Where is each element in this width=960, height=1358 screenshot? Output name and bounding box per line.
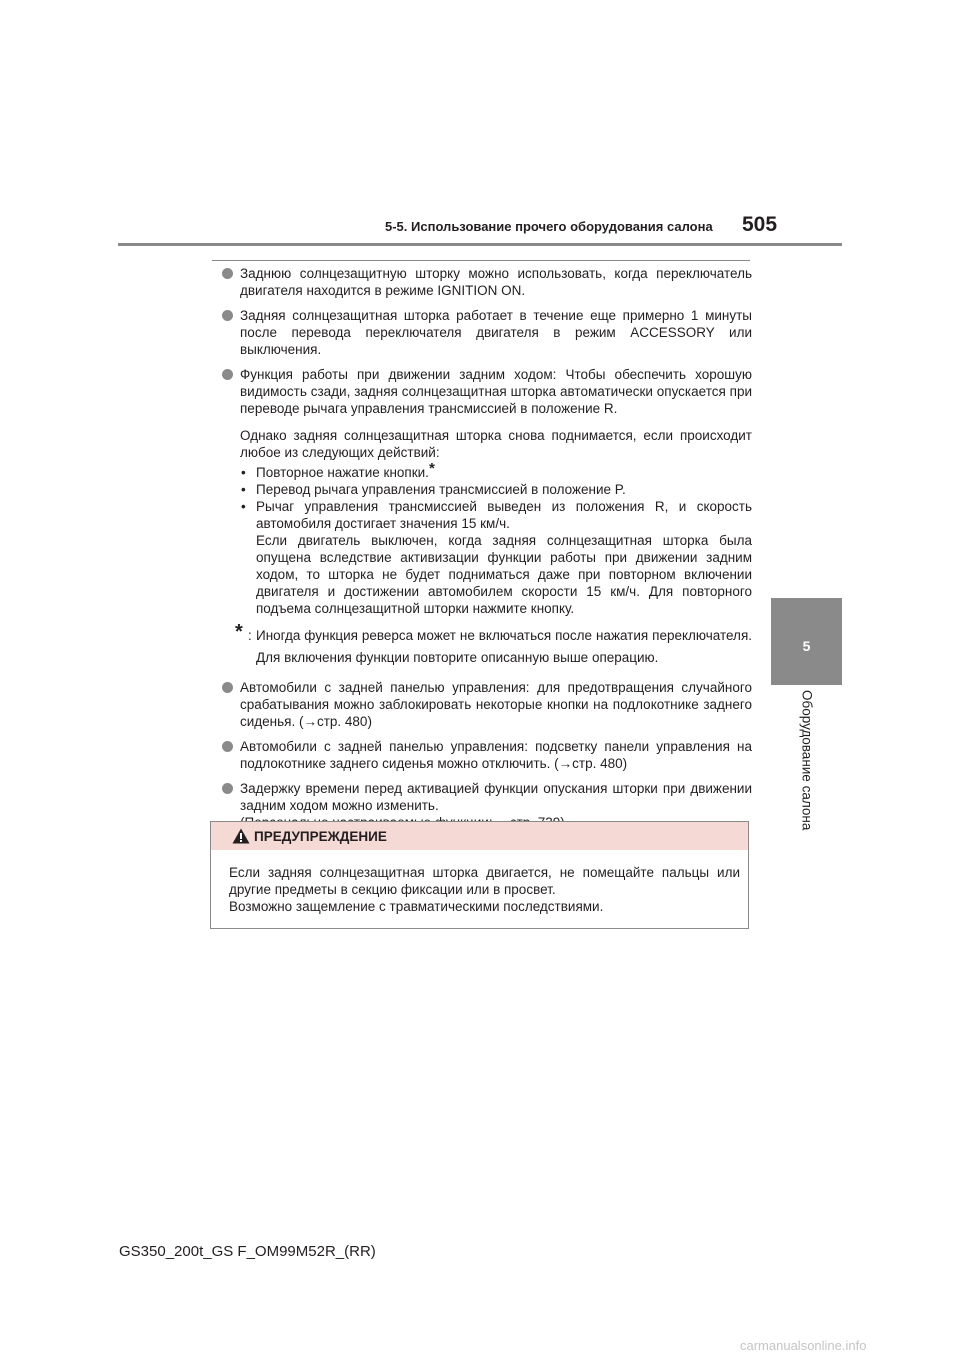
section-title: 5-5. Использование прочего оборудования салона — [385, 219, 713, 234]
bullet-dot-icon — [222, 741, 233, 752]
sub-bullet-mark: • — [241, 465, 246, 480]
bullet-dot-icon — [222, 310, 233, 321]
reverse-item — [222, 481, 752, 498]
bullet-dot-icon — [222, 369, 233, 380]
footnote-asterisk: * — [235, 621, 243, 643]
bullet-dot-icon — [222, 783, 233, 794]
chapter-label-wrap — [771, 690, 842, 840]
warning-triangle-icon — [232, 828, 250, 844]
footnote-colon: : — [248, 628, 252, 643]
bullet-item — [222, 679, 752, 730]
bullet-item — [222, 307, 752, 358]
reverse-item-text: Повторное нажатие кнопки. — [256, 465, 429, 480]
reverse-item — [222, 460, 752, 481]
bullet-text: Автомобили с задней панелью управления: для предотвращения случайного срабатывания можно заблокировать некоторые кнопки на подлокотнике заднего сиденья. (→стр. 480) — [240, 680, 752, 729]
sub-bullet-mark: • — [241, 499, 246, 514]
warning-text: Если задняя солнцезащитная шторка двигается, не помещайте пальцы или другие предметы в секцию фиксации или в просвет. Возможно защемление с травматическими последствиями. — [229, 865, 740, 914]
chapter-number: 5 — [802, 638, 811, 654]
bullet-text: Задержку времени перед активацией функции опускания шторки при движении задним ходом можно изменить. — [240, 781, 752, 813]
warning-box — [210, 821, 749, 929]
asterisk-mark: * — [428, 460, 435, 477]
model-code: GS350_200t_GS F_OM99M52R_(RR) — [119, 1243, 376, 1260]
main-content — [222, 265, 752, 839]
bullet-item — [222, 366, 752, 417]
chapter-tab — [771, 598, 842, 685]
bullet-dot-icon — [222, 268, 233, 279]
bullet-text: Функция работы при движении задним ходом: Чтобы обеспечить хорошую видимость сзади, задняя солнцезащитная шторка автоматически опускается при переводе рычага управления трансмиссией в положение R. — [240, 367, 752, 416]
reverse-item-text: Рычаг управления трансмиссией выведен из положения R, и скорость автомобиля достигает значения 15 км/ч. Если двигатель выключен, когда задняя солнцезащитная шторка была опущена вследствие активизации функции работы при движении задним ходом, то шторка не будет подниматься даже при повторном включении двигателя и достижении автомобилем скорости 15 км/ч. Для повторного подъема солнцезащитной шторки нажмите кнопку. — [256, 499, 752, 616]
reverse-item-text: Перевод рычага управления трансмиссией в положение P. — [256, 482, 626, 497]
bullet-text: Задняя солнцезащитная шторка работает в течение еще примерно 1 минуты после перевода переключателя двигателя в режим ACCESSORY или выключения. — [240, 308, 752, 357]
bullet-item — [222, 265, 752, 299]
bullet-text: Автомобили с задней панелью управления: подсветку панели управления на подлокотнике заднего сиденья можно отключить. (→стр. 480) — [240, 739, 752, 771]
watermark: carmanualsonline.info — [740, 1338, 867, 1353]
content-rule — [212, 260, 750, 261]
header-rule — [118, 243, 842, 246]
footnote-text: Иногда функция реверса может не включаться после нажатия переключателя. Для включения функции повторите описанную выше операцию. — [256, 628, 752, 665]
footnote — [222, 621, 752, 669]
reverse-item — [222, 498, 752, 617]
bullet-text: Заднюю солнцезащитную шторку можно использовать, когда переключатель двигателя находится в режиме IGNITION ON. — [240, 266, 752, 298]
chapter-label: Оборудование салона — [799, 690, 815, 831]
bullet-dot-icon — [222, 682, 233, 693]
warning-header — [211, 822, 748, 850]
page-number: 505 — [742, 213, 778, 236]
bullet-item — [222, 738, 752, 772]
sub-bullet-mark: • — [241, 482, 246, 497]
warning-title: ПРЕДУПРЕЖДЕНИЕ — [254, 829, 387, 844]
reverse-intro: Однако задняя солнцезащитная шторка снова поднимается, если происходит любое из следующих действий: — [240, 428, 752, 460]
